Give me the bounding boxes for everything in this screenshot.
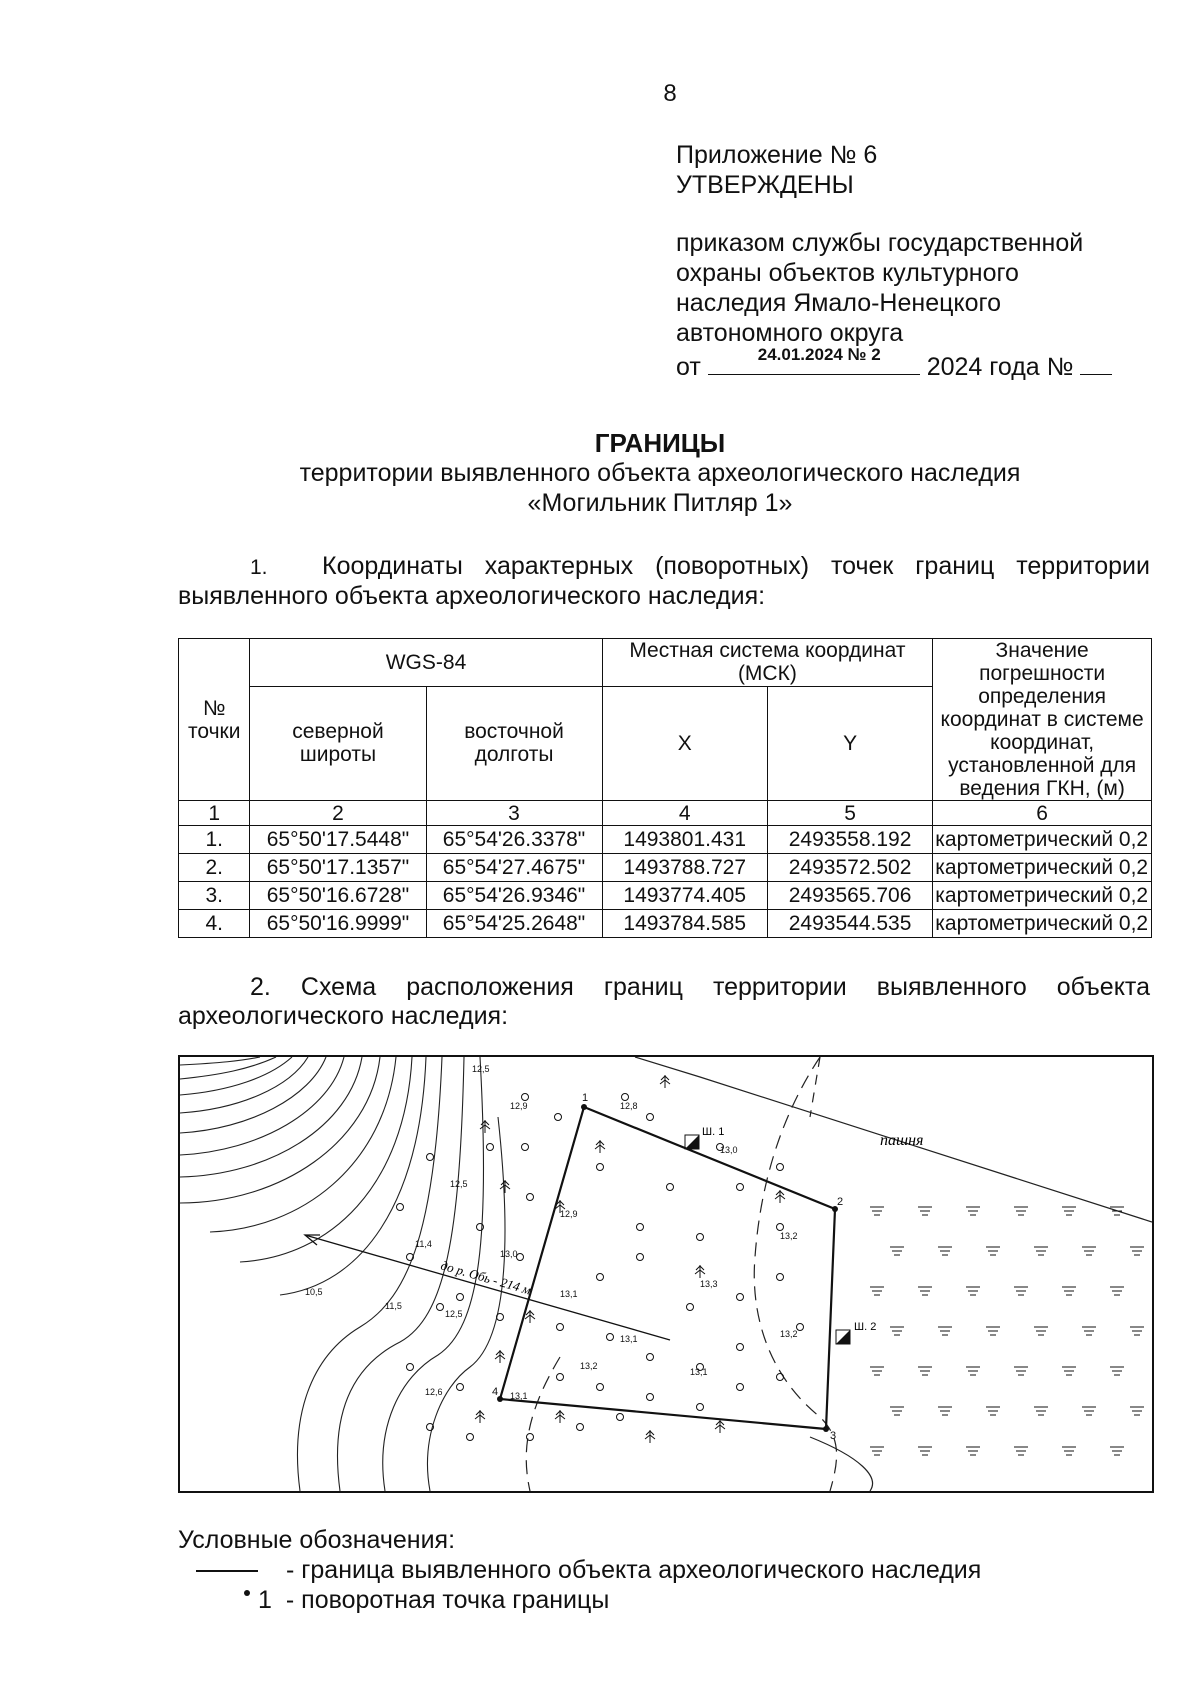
meadow-symbol: [1110, 1367, 1124, 1375]
shrub-symbol: [597, 1164, 604, 1171]
point-label-4: 4: [492, 1386, 499, 1398]
section-1-paragraph: [178, 552, 1150, 611]
cell-lon: 65°54'25.2648": [426, 910, 602, 938]
meadow-symbol: [986, 1247, 1000, 1255]
elevation-label: 12,9: [510, 1101, 528, 1111]
cell-x: 1493801.431: [602, 826, 767, 854]
col-number: 4: [602, 801, 767, 826]
conifer-symbol: [500, 1180, 510, 1193]
cell-accuracy: картометрический 0,2: [933, 882, 1152, 910]
pit-2: [836, 1321, 876, 1344]
col-number: 2: [250, 801, 426, 826]
meadow-symbol: [1130, 1247, 1144, 1255]
meadow-symbol: [890, 1407, 904, 1415]
legend-point-text: - поворотная точка границы: [285, 1586, 610, 1614]
meadow-symbol: [938, 1327, 952, 1335]
shrub-symbol: [467, 1434, 474, 1441]
header-point-no: № точки: [179, 639, 250, 801]
date-field: [708, 345, 920, 375]
cell-lon: 65°54'26.9346": [426, 882, 602, 910]
cell-lat: 65°50'17.5448": [250, 826, 426, 854]
meadow-symbol: [1062, 1287, 1076, 1295]
label-pit-1: Ш. 1: [702, 1126, 725, 1138]
cell-lon: 65°54'26.3378": [426, 826, 602, 854]
meadow-symbol: [1014, 1207, 1028, 1215]
meadow-symbol: [870, 1447, 884, 1455]
approval-line-2: охраны объектов культурного: [676, 259, 1019, 287]
section-1-number: 1.: [250, 556, 268, 579]
header-wgs: WGS-84: [250, 639, 602, 687]
section-2-text: 2. Схема расположения границ территории выявленного объекта археологического наследия:: [178, 973, 1150, 1030]
shrub-symbol: [637, 1254, 644, 1261]
meadow-symbol: [918, 1367, 932, 1375]
conifer-symbol: [695, 1265, 705, 1278]
cell-y: 2493565.706: [767, 882, 932, 910]
document-title: ГРАНИЦЫ: [594, 428, 726, 458]
meadow-symbol: [938, 1247, 952, 1255]
meadow-symbol: [1014, 1447, 1028, 1455]
elevation-label: 12,6: [425, 1387, 443, 1397]
shrub-symbol: [667, 1184, 674, 1191]
conifer-symbol: [475, 1410, 485, 1423]
subtitle-line-2: «Могильник Питляр 1»: [527, 489, 793, 517]
cell-accuracy: картометрический 0,2: [933, 854, 1152, 882]
meadow-symbol: [1130, 1407, 1144, 1415]
date-prefix: от: [676, 353, 701, 381]
meadow-symbol: [966, 1367, 980, 1375]
elevation-labels: [305, 1064, 798, 1401]
shrub-symbol: [617, 1414, 624, 1421]
cell-lon: 65°54'27.4675": [426, 854, 602, 882]
shrub-symbol: [522, 1144, 529, 1151]
meadow-symbol: [1062, 1447, 1076, 1455]
legend-point-row: [244, 1586, 609, 1615]
territory-boundary: [500, 1107, 835, 1429]
approval-date-line: [676, 345, 1112, 382]
shrub-symbol: [777, 1274, 784, 1281]
header-y: Y: [767, 686, 932, 800]
cell-n: 4.: [179, 910, 250, 938]
table-row: [179, 854, 1152, 882]
shrub-symbol: [797, 1324, 804, 1331]
shrub-symbol: [647, 1354, 654, 1361]
shrub-symbol: [737, 1184, 744, 1191]
label-pit-2: Ш. 2: [854, 1321, 877, 1333]
shrub-symbol: [522, 1094, 529, 1101]
conifer-symbol: [495, 1350, 505, 1363]
cell-n: 3.: [179, 882, 250, 910]
conifer-symbol: [645, 1430, 655, 1443]
elevation-label: 12,5: [445, 1309, 463, 1319]
shrub-symbol: [557, 1324, 564, 1331]
meadow-symbol: [1034, 1327, 1048, 1335]
elevation-label: 13,2: [780, 1329, 798, 1339]
site-map: [178, 1055, 1154, 1493]
meadow-symbol: [986, 1327, 1000, 1335]
meadow-symbol: [870, 1207, 884, 1215]
shrub-symbol: [577, 1424, 584, 1431]
meadow-symbol: [1082, 1407, 1096, 1415]
elevation-label: 13,0: [500, 1249, 518, 1259]
label-distance: до р. Обь - 214 м: [439, 1257, 533, 1298]
meadow-symbol: [1110, 1207, 1124, 1215]
shrub-symbol: [777, 1374, 784, 1381]
meadow-symbol: [1062, 1367, 1076, 1375]
shrub-symbol: [737, 1294, 744, 1301]
elevation-label: 11,4: [415, 1239, 432, 1249]
meadow-symbol: [1014, 1287, 1028, 1295]
scatter-symbols: [397, 1075, 1145, 1455]
shrub-symbol: [647, 1394, 654, 1401]
col-number: 5: [767, 801, 932, 826]
shrub-symbol: [697, 1404, 704, 1411]
section-1-text: Координаты характерных (поворотных) точек границ территории выявленного объекта археологического наследия:: [178, 552, 1150, 610]
shrub-symbol: [637, 1224, 644, 1231]
table-row: [179, 826, 1152, 854]
turning-points: [497, 1104, 838, 1432]
shrub-symbol: [597, 1384, 604, 1391]
shrub-symbol: [397, 1204, 404, 1211]
conifer-symbol: [525, 1310, 535, 1323]
meadow-symbol: [1082, 1327, 1096, 1335]
elevation-label: 11,5: [385, 1301, 402, 1311]
legend-boundary-text: - граница выявленного объекта археологического наследия: [286, 1556, 982, 1584]
conifer-symbol: [480, 1120, 490, 1133]
shrub-symbol: [527, 1434, 534, 1441]
cell-y: 2493558.192: [767, 826, 932, 854]
col-number: 3: [426, 801, 602, 826]
elevation-label: 13,2: [780, 1231, 798, 1241]
conifer-symbol: [660, 1075, 670, 1088]
date-suffix: 2024 года №: [926, 353, 1074, 381]
elevation-label: 13,1: [690, 1367, 708, 1377]
meadow-symbol: [1110, 1287, 1124, 1295]
coordinates-table: [178, 638, 1152, 938]
col-number: 6: [933, 801, 1152, 826]
shrub-symbol: [457, 1384, 464, 1391]
cell-n: 1.: [179, 826, 250, 854]
meadow-symbol: [1110, 1447, 1124, 1455]
point-label-1: 1: [582, 1092, 589, 1104]
elevation-label: 12,8: [620, 1101, 638, 1111]
appendix-label: Приложение № 6: [676, 141, 878, 169]
approval-line-3: наследия Ямало-Ненецкого: [676, 289, 1002, 317]
point-labels: [492, 1092, 843, 1442]
elevation-label: 13,3: [700, 1279, 718, 1289]
pit-1: [685, 1126, 724, 1149]
elevation-label: 13,1: [560, 1289, 578, 1299]
shrub-symbol: [517, 1254, 524, 1261]
distance-arrow: [305, 1235, 670, 1340]
approval-line-1: приказом службы государственной: [676, 229, 1084, 257]
header-msk: Местная система координат (МСК): [602, 639, 933, 687]
table-row: [179, 882, 1152, 910]
shrub-symbol: [697, 1234, 704, 1241]
meadow-symbol: [966, 1287, 980, 1295]
boundary-line-symbol: [196, 1570, 258, 1572]
meadow-symbol: [870, 1287, 884, 1295]
cell-x: 1493788.727: [602, 854, 767, 882]
shrub-symbol: [607, 1334, 614, 1341]
meadow-symbol: [918, 1447, 932, 1455]
shrub-symbol: [527, 1194, 534, 1201]
shrub-symbol: [737, 1384, 744, 1391]
header-lat: северной широты: [250, 686, 426, 800]
shrub-symbol: [457, 1294, 464, 1301]
shrub-symbol: [557, 1374, 564, 1381]
document-subtitle: [0, 458, 1200, 518]
meadow-symbol: [966, 1447, 980, 1455]
number-field: [1080, 354, 1112, 375]
cell-n: 2.: [179, 854, 250, 882]
shrub-symbol: [647, 1114, 654, 1121]
page-number: 8: [663, 80, 677, 107]
col-number: 1: [179, 801, 250, 826]
elevation-label: 12,9: [560, 1209, 578, 1219]
elevation-label: 13,1: [620, 1334, 638, 1344]
shrub-symbol: [622, 1094, 629, 1101]
shrub-symbol: [407, 1364, 414, 1371]
cell-x: 1493784.585: [602, 910, 767, 938]
meadow-symbol: [1034, 1247, 1048, 1255]
legend-point-number: 1: [258, 1586, 272, 1614]
elevation-label: 13,2: [580, 1361, 598, 1371]
handwritten-date: 24.01.2024 № 2: [757, 345, 881, 364]
approval-line-4: автономного округа: [676, 319, 904, 347]
shrub-symbol: [477, 1224, 484, 1231]
elevation-label: 13,0: [720, 1145, 738, 1155]
meadow-symbol: [1062, 1207, 1076, 1215]
header-x: X: [602, 686, 767, 800]
cell-accuracy: картометрический 0,2: [933, 826, 1152, 854]
subtitle-line-1: территории выявленного объекта археологического наследия: [299, 459, 1021, 487]
table-row: [179, 910, 1152, 938]
shrub-symbol: [737, 1344, 744, 1351]
conifer-symbol: [595, 1140, 605, 1153]
cell-lat: 65°50'16.6728": [250, 882, 426, 910]
meadow-symbol: [1082, 1247, 1096, 1255]
elevation-label: 13,1: [510, 1391, 528, 1401]
cell-y: 2493572.502: [767, 854, 932, 882]
meadow-symbol: [938, 1407, 952, 1415]
elevation-label: 10,5: [305, 1287, 323, 1297]
approval-block: [676, 140, 1112, 382]
cell-accuracy: картометрический 0,2: [933, 910, 1152, 938]
meadow-symbol: [1014, 1367, 1028, 1375]
shrub-symbol: [555, 1114, 562, 1121]
shrub-symbol: [597, 1274, 604, 1281]
point-label-2: 2: [837, 1196, 844, 1208]
shrub-symbol: [497, 1314, 504, 1321]
shrub-symbol: [487, 1144, 494, 1151]
meadow-symbol: [986, 1407, 1000, 1415]
meadow-symbol: [870, 1367, 884, 1375]
conifer-symbol: [715, 1420, 725, 1433]
header-lon: восточной долготы: [426, 686, 602, 800]
meadow-symbol: [1130, 1327, 1144, 1335]
meadow-symbol: [1034, 1407, 1048, 1415]
cell-x: 1493774.405: [602, 882, 767, 910]
meadow-symbol: [890, 1327, 904, 1335]
conifer-symbol: [775, 1190, 785, 1203]
elevation-label: 12,5: [472, 1064, 490, 1074]
meadow-symbol: [918, 1287, 932, 1295]
point-label-3: 3: [830, 1430, 837, 1442]
approved-label: УТВЕРЖДЕНЫ: [676, 171, 854, 199]
turning-point-symbol: [244, 1590, 250, 1596]
map-drawing: [180, 1057, 1152, 1491]
shrub-symbol: [687, 1304, 694, 1311]
elevation-label: 12,5: [450, 1179, 468, 1189]
legend-boundary-row: [196, 1556, 981, 1585]
meadow-symbol: [966, 1207, 980, 1215]
shrub-symbol: [427, 1154, 434, 1161]
cell-lat: 65°50'16.9999": [250, 910, 426, 938]
meadow-symbol: [918, 1207, 932, 1215]
label-field: пашня: [880, 1132, 924, 1149]
shrub-symbol: [437, 1304, 444, 1311]
meadow-symbol: [890, 1247, 904, 1255]
conifer-symbol: [555, 1410, 565, 1423]
header-accuracy: Значение погрешности определения координат в системе координат, установленной для ведения ГКН, (м): [933, 639, 1152, 801]
shrub-symbol: [777, 1164, 784, 1171]
cell-y: 2493544.535: [767, 910, 932, 938]
shrub-symbol: [777, 1224, 784, 1231]
section-2-paragraph: [178, 973, 1150, 1031]
cell-lat: 65°50'17.1357": [250, 854, 426, 882]
legend-title: Условные обозначения:: [178, 1526, 456, 1554]
